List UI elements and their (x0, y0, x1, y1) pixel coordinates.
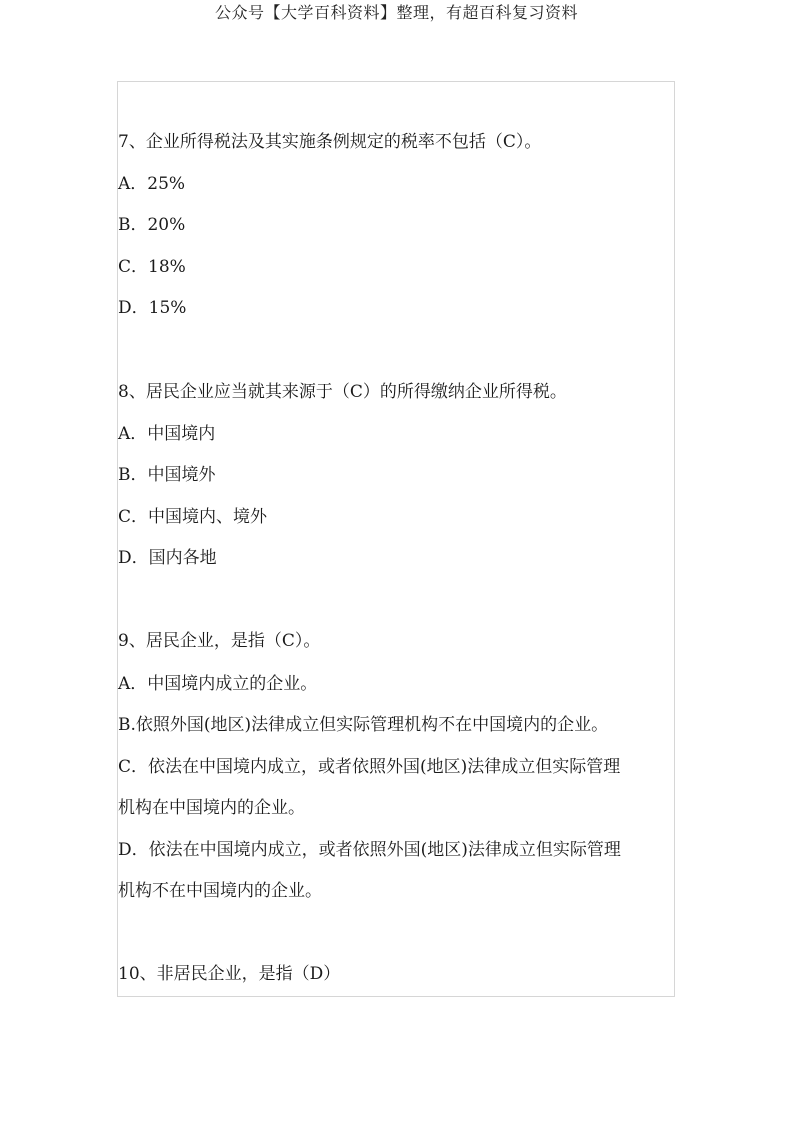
question-9-stem: 9、居民企业，是指（C）。 (118, 631, 321, 651)
question-7-option-b: B．20% (118, 215, 186, 235)
question-9-option-c-line2: 机构在中国境内的企业。 (118, 798, 305, 818)
question-7-option-a: A．25% (118, 174, 186, 194)
question-8-stem: 8、居民企业应当就其来源于（C）的所得缴纳企业所得税。 (118, 382, 567, 402)
question-7-option-d: D．15% (118, 298, 187, 318)
question-8-option-a: A．中国境内 (118, 424, 216, 444)
question-8-option-d: D．国内各地 (118, 548, 217, 568)
question-9-option-a: A．中国境内成立的企业。 (118, 674, 318, 694)
question-9-option-b: B.依照外国(地区)法律成立但实际管理机构不在中国境内的企业。 (118, 715, 609, 735)
question-9-option-c-line1: C．依法在中国境内成立，或者依照外国(地区)法律成立但实际管理 (118, 757, 621, 777)
question-8-option-b: B．中国境外 (118, 465, 216, 485)
question-9-option-d-line1: D．依法在中国境内成立，或者依照外国(地区)法律成立但实际管理 (118, 840, 621, 860)
question-8-option-c: C．中国境内、境外 (118, 507, 268, 527)
question-7-option-c: C．18% (118, 257, 186, 277)
question-7-stem: 7、企业所得税法及其实施条例规定的税率不包括（C）。 (118, 132, 542, 152)
question-9-option-d-line2: 机构不在中国境内的企业。 (118, 881, 322, 901)
page-header-watermark: 公众号【大学百科资料】整理，有超百科复习资料 (214, 3, 578, 22)
question-10-stem: 10、非居民企业，是指（D） (118, 964, 341, 984)
